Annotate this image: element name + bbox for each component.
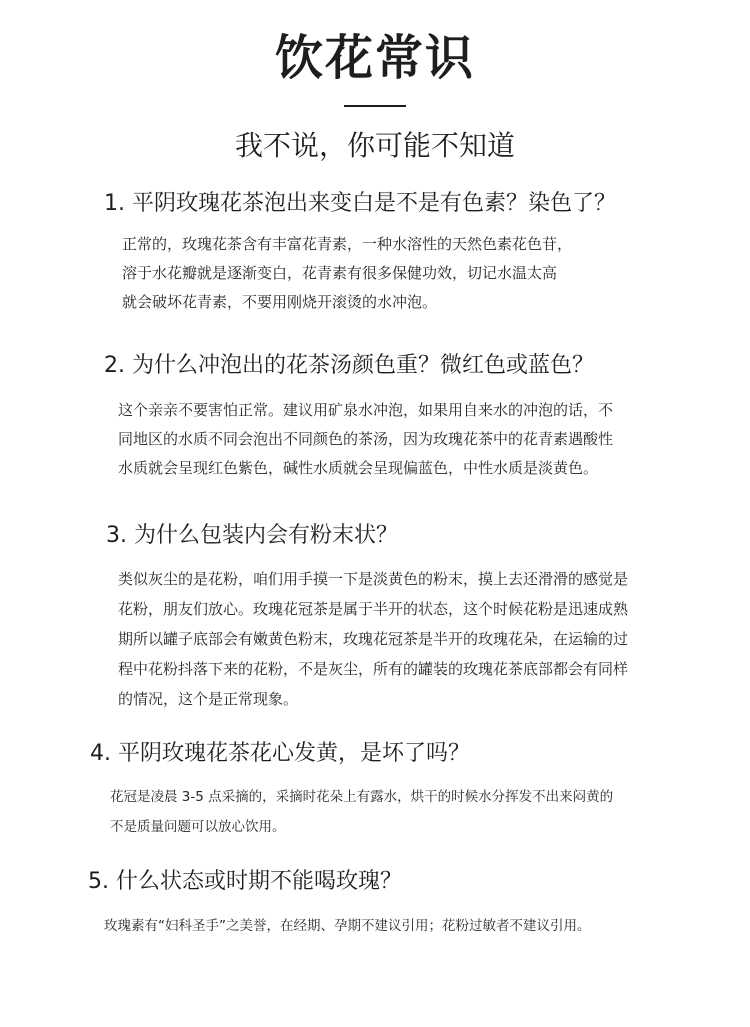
- answer-line: 这个亲亲不要害怕正常。建议用矿泉水冲泡，如果用自来水的冲泡的话，不: [118, 401, 614, 419]
- title-divider: [344, 105, 406, 107]
- answer-line: 类似灰尘的是花粉，咱们用手摸一下是淡黄色的粉末，摸上去还滑滑的感觉是: [118, 570, 629, 588]
- faq-question-4: 4. 平阴玫瑰花茶花心发黄，是坏了吗？: [90, 741, 470, 766]
- faq-answer-2: [118, 396, 613, 483]
- page-subtitle: 我不说，你可能不知道: [234, 129, 515, 162]
- answer-line: 程中花粉抖落下来的花粉，不是灰尘，所有的罐装的玫瑰花茶底部都会有同样: [118, 660, 629, 678]
- faq-question-3: 3. 为什么包装内会有粉末状？: [106, 523, 398, 548]
- answer-line: 溶于水花瓣就是逐渐变白，花青素有很多保健功效，切记水温太高: [122, 264, 558, 282]
- faq-answer-5: [104, 912, 591, 940]
- faq-question-5: 5. 什么状态或时期不能喝玫瑰？: [88, 869, 402, 894]
- faq-answer-1: [122, 230, 572, 317]
- answer-line: 同地区的水质不同会泡出不同颜色的茶汤，因为玫瑰花茶中的花青素遇酸性: [118, 430, 614, 448]
- answer-line: 期所以罐子底部会有嫩黄色粉末，玫瑰花冠茶是半开的玫瑰花朵，在运输的过: [118, 630, 629, 648]
- answer-line: 就会破坏花青素，不要用刚烧开滚烫的水冲泡。: [122, 293, 438, 311]
- faq-question-1: 1. 平阴玫瑰花茶泡出来变白是不是有色素？染色了？: [104, 191, 616, 216]
- answer-line: 水质就会呈现红色紫色，碱性水质就会呈现偏蓝色，中性水质是淡黄色。: [118, 459, 599, 477]
- faq-question-2: 2. 为什么冲泡出的花茶汤颜色重？微红色或蓝色？: [104, 353, 594, 378]
- faq-answer-4: [110, 782, 613, 842]
- answer-line: 的情况，这个是正常现象。: [118, 690, 299, 708]
- answer-line: 花粉，朋友们放心。玫瑰花冠茶是属于半开的状态，这个时候花粉是迅速成熟: [118, 600, 629, 618]
- answer-line: 正常的，玫瑰花茶含有丰富花青素，一种水溶性的天然色素花色苷，: [122, 235, 573, 253]
- faq-answer-3: [118, 564, 628, 714]
- answer-line: 花冠是凌晨 3-5 点采摘的，采摘时花朵上有露水，烘干的时候水分挥发不出来闷黄的: [110, 789, 614, 805]
- answer-line: 不是质量问题可以放心饮用。: [110, 819, 286, 835]
- answer-line: 玫瑰素有“妇科圣手”之美誉，在经期、孕期不建议引用；花粉过敏者不建议引用。: [104, 918, 591, 934]
- page-title: 饮花常识: [274, 30, 475, 86]
